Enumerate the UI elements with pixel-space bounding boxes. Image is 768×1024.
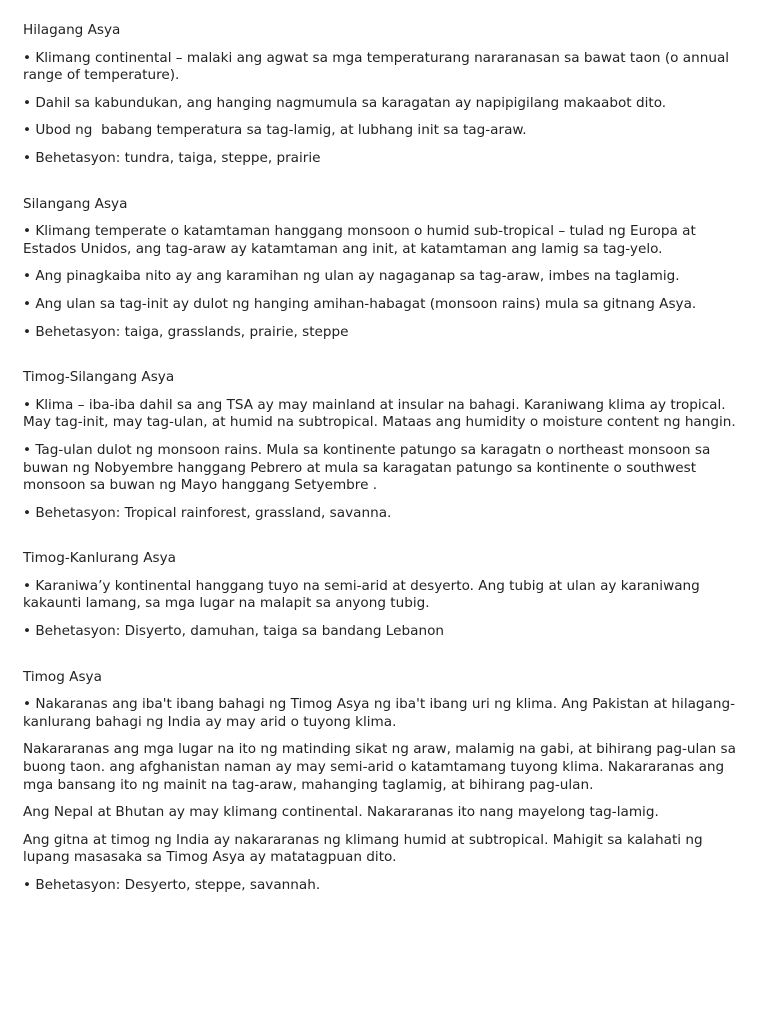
section-heading: Timog-Kanlurang Asya	[23, 550, 177, 567]
section-hilagang-asya	[23, 22, 753, 168]
paragraph: • Ubod ng babang temperatura sa tag-lamig, at lubhang init sa tag-araw.	[23, 122, 527, 139]
paragraph: • Klimang continental – malaki ang agwat sa mga temperaturang nararanasan sa bawat taon (o annual range of temperature).	[23, 49, 734, 84]
paragraph: • Tag-ulan dulot ng monsoon rains. Mula sa kontinente patungo sa karagatn o northeast monsoon sa buwan ng Nobyembre hanggang Pebrero at mula sa karagatan patungo sa kontinente o southwest monsoon sa buwan ng Mayo hanggang Setyembre .	[23, 441, 715, 494]
section-heading: Silangang Asya	[23, 195, 128, 212]
paragraph: • Karaniwa’y kontinental hanggang tuyo na semi-arid at desyerto. Ang tubig at ulan ay karaniwang kakaunti lamang, sa mga lugar na malapit sa anyong tubig.	[23, 577, 705, 612]
section-heading: Timog Asya	[23, 668, 102, 685]
paragraph: • Dahil sa kabundukan, ang hanging nagmumula sa karagatan ay napipigilang makaabot dito.	[23, 94, 667, 111]
section-timog-asya	[23, 669, 753, 895]
section-timog-kanlurang-asya	[23, 550, 753, 640]
section-heading: Timog-Silangang Asya	[23, 369, 175, 386]
paragraph: • Behetasyon: taiga, grasslands, prairie, steppe	[23, 323, 349, 340]
paragraph: Ang Nepal at Bhutan ay may klimang continental. Nakararanas ito nang mayelong tag-lamig.	[23, 804, 659, 821]
paragraph: • Nakaranas ang iba't ibang bahagi ng Timog Asya ng iba't ibang uri ng klima. Ang Pakistan at hilagang-kanlurang bahagi ng India ay may arid o tuyong klima.	[23, 696, 736, 730]
section-timog-silangang-asya	[23, 369, 753, 522]
paragraph: • Behetasyon: Tropical rainforest, grassland, savanna.	[23, 504, 392, 521]
paragraph: • Behetasyon: Desyerto, steppe, savannah.	[23, 877, 321, 893]
paragraph: Nakararanas ang mga lugar na ito ng matinding sikat ng araw, malamig na gabi, at bihirang pag-ulan sa buong taon. ang afghanistan naman ay may semi-arid o katamtamang tuyong klima. Nakararanas ang mga bansang ito ng mainit na tag-araw, mahanging taglamig, at bihirang pag-ulan.	[23, 741, 741, 793]
paragraph: • Klimang temperate o katamtaman hanggang monsoon o humid sub-tropical – tulad ng Europa at Estados Unidos, ang tag-araw ay katamtaman ang init, at katamtaman ang lamig sa tag-yelo.	[23, 223, 701, 257]
paragraph: Ang gitna at timog ng India ay nakararanas ng klimang humid at subtropical. Mahigit sa kalahati ng lupang masasaka sa Timog Asya ay matatagpuan dito.	[23, 831, 707, 866]
document-body	[23, 22, 753, 905]
paragraph: • Klima – iba-iba dahil sa ang TSA ay may mainland at insular na bahagi. Karaniwang klima ay tropical. May tag-init, may tag-ulan, at humid na subtropical. Mataas ang humidity o moisture content ng hangin.	[23, 396, 736, 431]
paragraph: • Behetasyon: tundra, taiga, steppe, prairie	[23, 149, 321, 166]
paragraph: • Ang ulan sa tag-init ay dulot ng hanging amihan-habagat (monsoon rains) mula sa gitnang Asya.	[23, 295, 697, 312]
paragraph: • Behetasyon: Disyerto, damuhan, taiga sa bandang Lebanon	[23, 623, 445, 640]
section-silangang-asya	[23, 196, 753, 342]
section-heading: Hilagang Asya	[23, 22, 121, 38]
paragraph: • Ang pinagkaiba nito ay ang karamihan ng ulan ay nagaganap sa tag-araw, imbes na taglamig.	[23, 268, 680, 285]
